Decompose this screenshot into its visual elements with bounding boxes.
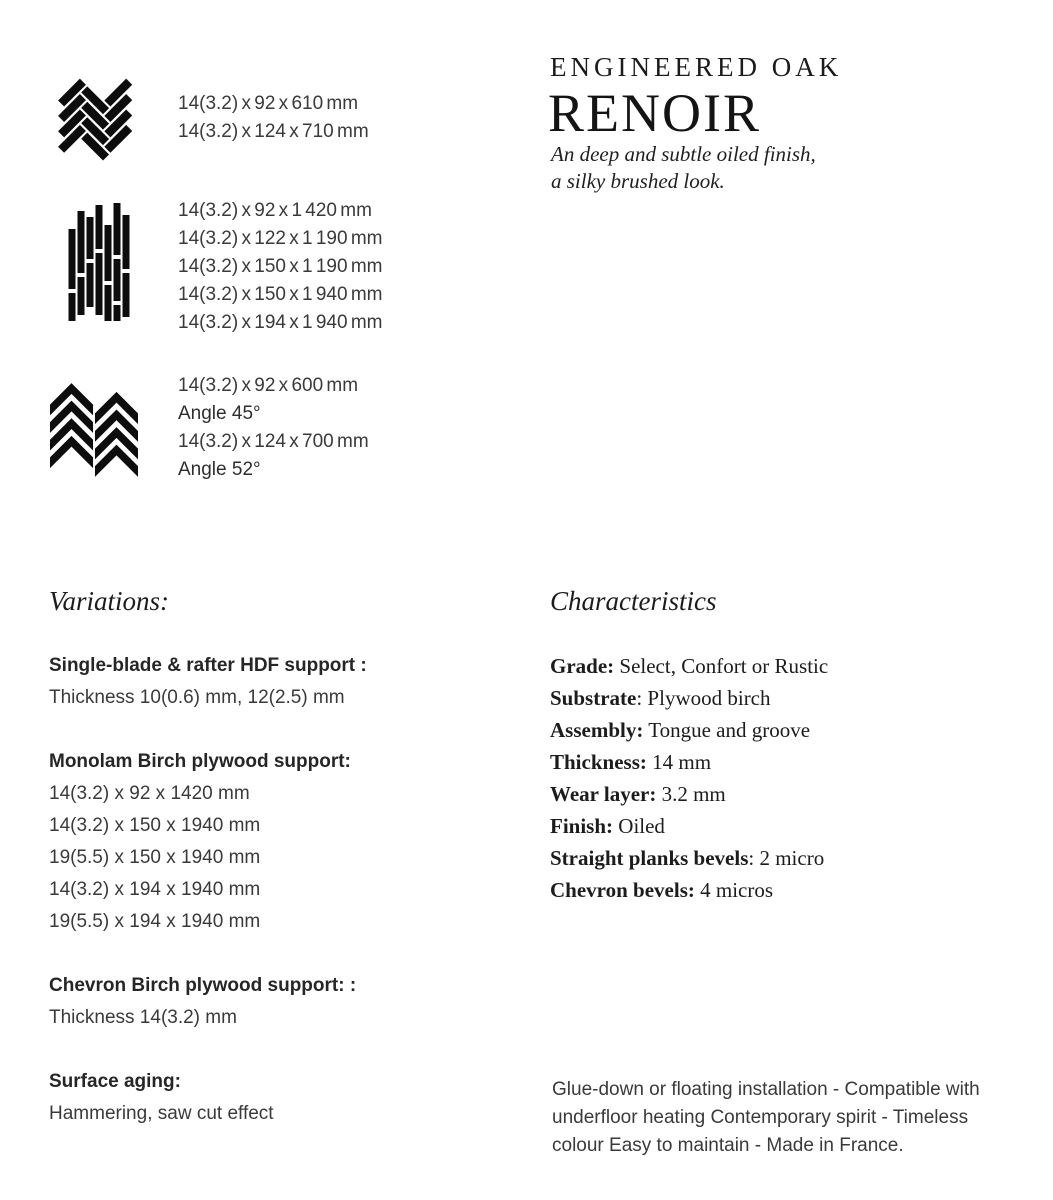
variation-line: 14(3.2) x 194 x 1940 mm [49,879,261,900]
chevron-icon [50,382,138,483]
dimension-line: 14(3.2) x 122 x 1 190 mm [178,228,383,249]
installation-note [552,1076,980,1160]
variation-line: Thickness 10(0.6) mm, 12(2.5) mm [49,687,345,708]
characteristics-list [550,650,828,906]
angle-line: Angle 45° [178,403,261,424]
characteristic-value: 4 micros [694,878,774,902]
characteristic-value: 14 mm [646,750,712,774]
variation-line: 14(3.2) x 92 x 1420 mm [49,783,250,804]
subtitle-line: An deep and subtle oiled finish, [551,142,816,166]
dimension-line: 14(3.2) x 194 x 1 940 mm [178,312,383,333]
installation-note-line: underfloor heating Contemporary spirit - Timeless [552,1107,969,1128]
product-title: RENOIR [548,83,761,143]
product-subtitle [551,141,816,195]
characteristic-row [550,874,828,906]
characteristic-row [550,778,828,810]
characteristic-row [550,650,828,682]
dimension-line: 14(3.2) x 92 x 600 mm [178,375,359,396]
characteristic-value: : 2 micro [748,846,825,870]
variation-line: Hammering, saw cut effect [49,1103,274,1124]
installation-note-line: Glue-down or floating installation - Compatible with [552,1079,980,1100]
dimension-line: 14(3.2) x 150 x 1 190 mm [178,256,383,277]
characteristic-value: : Plywood birch [636,686,771,710]
dimension-line: 14(3.2) x 92 x 1 420 mm [178,200,372,221]
installation-note-line: colour Easy to maintain - Made in France. [552,1135,904,1156]
characteristic-value: Select, Confort or Rustic [614,654,829,678]
characteristic-row [550,746,828,778]
characteristic-row [550,682,828,714]
variation-line: 14(3.2) x 150 x 1940 mm [49,815,261,836]
subtitle-line: a silky brushed look. [551,169,725,193]
variation-line: 19(5.5) x 150 x 1940 mm [49,847,261,868]
characteristic-label: Straight planks bevels [550,846,749,870]
variation-section-title: Single-blade & rafter HDF support : [49,655,367,676]
variation-section-chevron [49,970,356,1034]
variation-section-aging [49,1066,274,1130]
format-dimensions-chevron [178,372,369,484]
characteristics-heading: Characteristics [550,586,717,616]
dimension-line: 14(3.2) x 92 x 610 mm [178,93,359,114]
characteristic-label: Wear layer: [550,782,657,806]
dimension-line: 14(3.2) x 124 x 700 mm [178,431,369,452]
variation-section-title: Monolam Birch plywood support: [49,751,351,772]
characteristic-value: Oiled [613,814,665,838]
characteristic-label: Assembly: [550,718,644,742]
dimension-line: 14(3.2) x 124 x 710 mm [178,121,369,142]
characteristic-row [550,842,828,874]
variation-section-title: Surface aging: [49,1071,181,1092]
product-kicker: ENGINEERED OAK [550,52,843,82]
straight-planks-icon [68,203,130,326]
format-dimensions-planks [178,197,383,337]
variation-section-hdf [49,650,367,714]
angle-line: Angle 52° [178,459,261,480]
characteristic-label: Finish: [550,814,614,838]
characteristic-row [550,810,828,842]
variation-line: 19(5.5) x 194 x 1940 mm [49,911,261,932]
variation-section-monolam [49,746,351,938]
characteristic-label: Thickness: [550,750,647,774]
characteristic-label: Grade: [550,654,615,678]
characteristic-row [550,714,828,746]
variation-line: Thickness 14(3.2) mm [49,1007,237,1028]
characteristic-label: Chevron bevels: [550,878,695,902]
characteristic-value: 3.2 mm [656,782,726,806]
format-dimensions-herringbone [178,90,369,146]
dimension-line: 14(3.2) x 150 x 1 940 mm [178,284,383,305]
characteristic-label: Substrate [550,686,637,710]
variation-section-title: Chevron Birch plywood support: : [49,975,357,996]
characteristic-value: Tongue and groove [643,718,811,742]
variations-heading: Variations: [49,586,170,616]
herringbone-icon [57,78,135,167]
